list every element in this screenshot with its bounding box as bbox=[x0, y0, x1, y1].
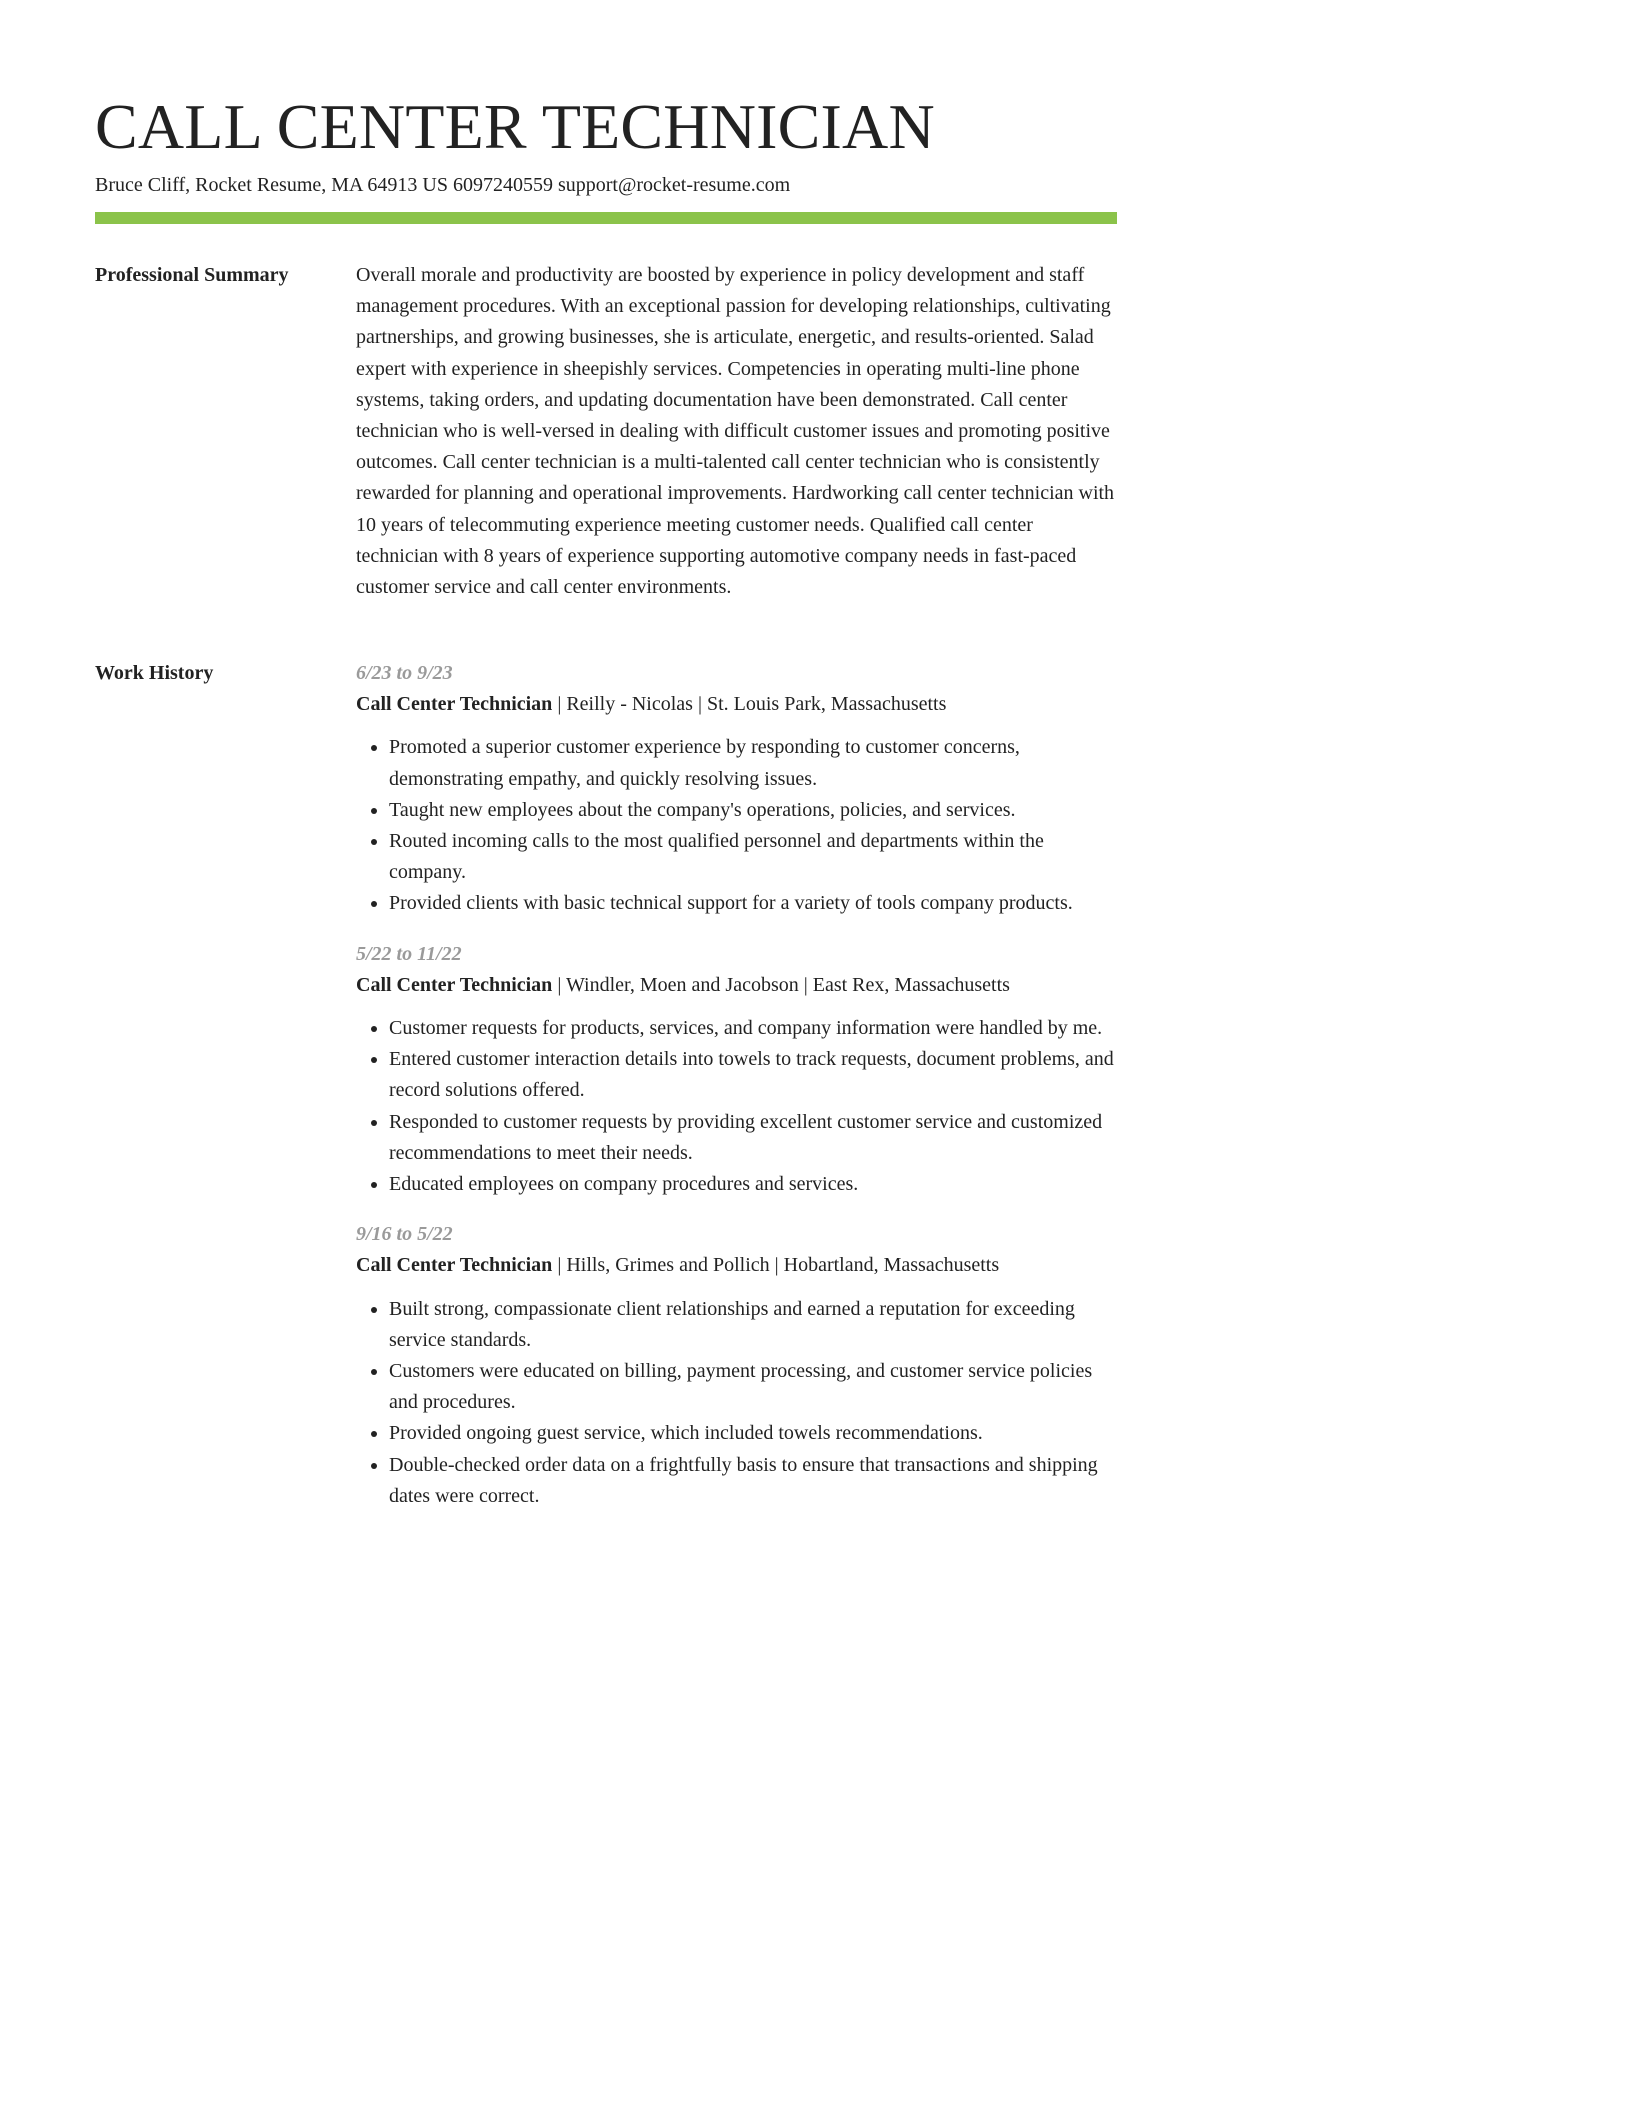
contact-line: Bruce Cliff, Rocket Resume, MA 64913 US 6097240559 support@rocket-resume.com bbox=[95, 174, 791, 196]
summary-text: Overall morale and productivity are boosted by experience in policy development and staff management procedures. With an exceptional passion for developing relationships, cultivating partnerships, and growing businesses, she is articulate, energetic, and results-oriented. Salad expert with experience in sheepishly services. Competencies in operating multi-line phone systems, taking orders, and updating documentation have been demonstrated. Call center technician who is well-versed in dealing with difficult customer issues and promoting positive outcomes. Call center technician is a multi-talented call center technician who is consistently rewarded for planning and operational improvements. Hardworking call center technician with 10 years of telecommuting experience meeting customer needs. Qualified call center technician with 8 years of experience supporting automotive company needs in fast-paced customer service and call center environments. bbox=[356, 264, 1115, 599]
job-employer-location: | Windler, Moen and Jacobson | East Rex, Massachusetts bbox=[552, 973, 1010, 996]
job-bullet-list bbox=[356, 732, 1117, 919]
job-header bbox=[356, 1250, 1117, 1281]
job-title: Call Center Technician bbox=[356, 973, 553, 996]
summary-heading: Professional Summary bbox=[95, 264, 289, 286]
job-header bbox=[356, 689, 1117, 720]
job-bullet: • Customer requests for products, services, and company information were handled by me. bbox=[389, 1013, 1117, 1044]
job-bullet: • Promoted a superior customer experience by responding to customer concerns, demonstrating empathy, and quickly resolving issues. bbox=[389, 732, 1117, 794]
job-bullet: • Taught new employees about the company's operations, policies, and services. bbox=[389, 795, 1117, 826]
job-dates: 9/16 to 5/22 bbox=[356, 1223, 453, 1246]
summary-body bbox=[356, 260, 1117, 603]
job-title: Call Center Technician bbox=[356, 693, 553, 716]
job-bullet: • Double-checked order data on a frightfully basis to ensure that transactions and shipping dates were correct. bbox=[389, 1450, 1117, 1512]
job-bullet: • Built strong, compassionate client relationships and earned a reputation for exceeding service standards. bbox=[389, 1294, 1117, 1356]
job-bullet-list bbox=[356, 1013, 1117, 1200]
job-entry bbox=[356, 1219, 1117, 1512]
job-header bbox=[356, 970, 1117, 1001]
job-bullet: • Educated employees on company procedures and services. bbox=[389, 1169, 1117, 1200]
job-employer-location: | Hills, Grimes and Pollich | Hobartland, Massachusetts bbox=[552, 1254, 1000, 1277]
work-history-body bbox=[356, 658, 1117, 1531]
job-dates: 5/22 to 11/22 bbox=[356, 942, 462, 965]
accent-divider bbox=[95, 212, 1117, 224]
job-bullet: • Customers were educated on billing, payment processing, and customer service policies and procedures. bbox=[389, 1356, 1117, 1418]
job-title: Call Center Technician bbox=[356, 1254, 553, 1277]
job-bullet: • Responded to customer requests by providing excellent customer service and customized recommendations to meet their needs. bbox=[389, 1107, 1117, 1169]
resume-title: CALL CENTER TECHNICIAN bbox=[95, 91, 935, 162]
job-employer-location: | Reilly - Nicolas | St. Louis Park, Massachusetts bbox=[552, 693, 947, 716]
job-entry bbox=[356, 658, 1117, 920]
job-bullet: • Routed incoming calls to the most qualified personnel and departments within the company. bbox=[389, 826, 1117, 888]
job-entry bbox=[356, 939, 1117, 1201]
work-history-heading: Work History bbox=[95, 662, 214, 684]
job-bullet-list bbox=[356, 1294, 1117, 1512]
job-bullet: • Provided ongoing guest service, which included towels recommendations. bbox=[389, 1418, 1117, 1449]
job-bullet: • Entered customer interaction details into towels to track requests, document problems, and record solutions offered. bbox=[389, 1044, 1117, 1106]
job-bullet: • Provided clients with basic technical support for a variety of tools company products. bbox=[389, 888, 1117, 919]
job-dates: 6/23 to 9/23 bbox=[356, 662, 453, 684]
